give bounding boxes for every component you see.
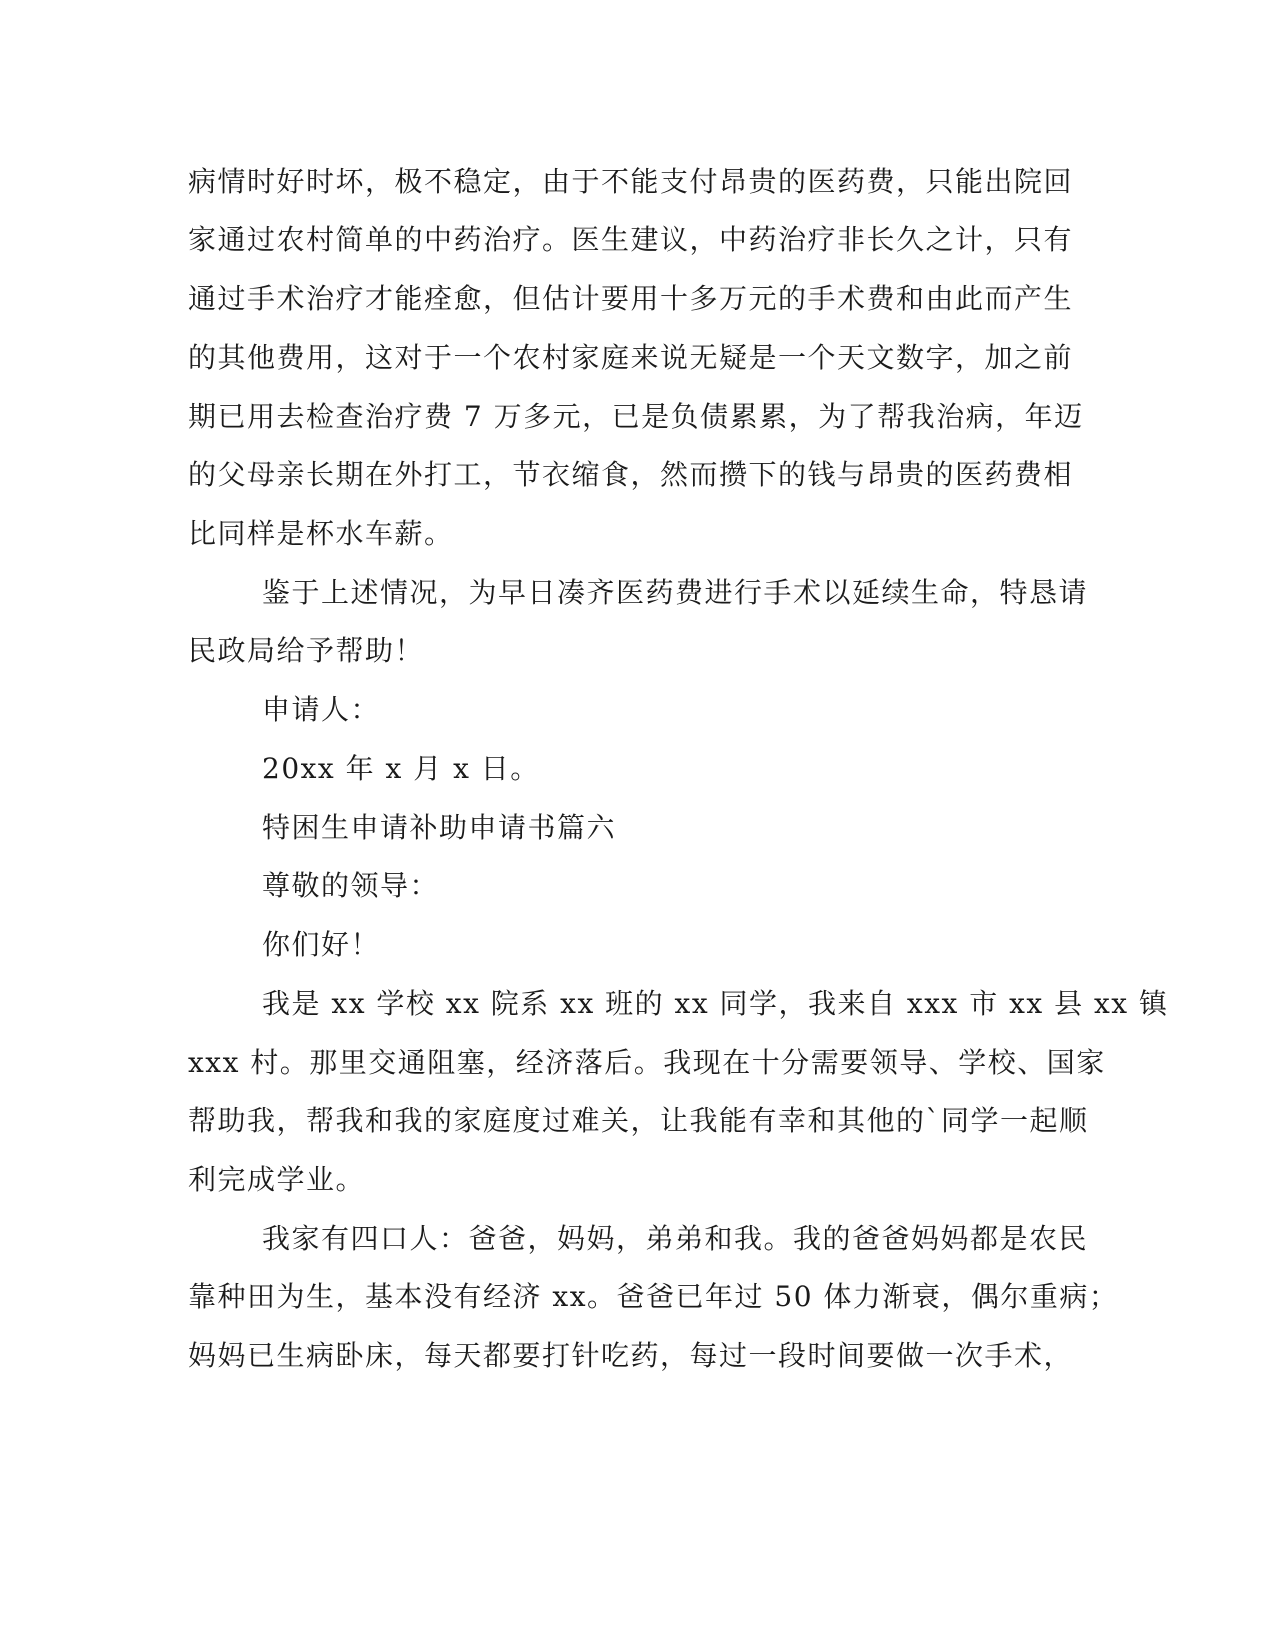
text-line-15: 我是 xx 学校 xx 院系 xx 班的 xx 同学，我来自 xxx 市 xx 县 xx 镇: [262, 987, 1169, 1020]
applicant-label: 申请人：: [262, 693, 381, 726]
text-line-4: 的其他费用，这对于一个农村家庭来说无疑是一个天文数字，加之前: [188, 341, 1074, 374]
section-title: 特困生申请补助申请书篇六: [262, 811, 617, 844]
text-line-16: xxx 村。那里交通阻塞，经济落后。我现在十分需要领导、学校、国家: [188, 1046, 1106, 1079]
text-line-3: 通过手术治疗才能痊愈，但估计要用十多万元的手术费和由此而产生: [188, 282, 1074, 315]
date-line: 20xx 年 x 月 x 日。: [262, 752, 540, 785]
text-line-21: 妈妈已生病卧床，每天都要打针吃药，每过一段时间要做一次手术，: [188, 1339, 1074, 1372]
salutation: 尊敬的领导：: [262, 869, 440, 902]
text-line-1: 病情时好时坏，极不稳定，由于不能支付昂贵的医药费，只能出院回: [188, 165, 1074, 198]
text-line-6: 的父母亲长期在外打工，节衣缩食，然而攒下的钱与昂贵的医药费相: [188, 458, 1074, 491]
text-line-2: 家通过农村简单的中药治疗。医生建议，中药治疗非长久之计，只有: [188, 223, 1074, 256]
text-line-9: 民政局给予帮助！: [188, 634, 425, 667]
greeting: 你们好！: [262, 928, 381, 961]
text-line-20: 靠种田为生，基本没有经济 xx。爸爸已年过 50 体力渐衰，偶尔重病；: [188, 1280, 1119, 1313]
text-line-17: 帮助我，帮我和我的家庭度过难关，让我能有幸和其他的`同学一起顺: [188, 1104, 1089, 1137]
text-line-18: 利完成学业。: [188, 1163, 366, 1196]
text-line-7: 比同样是杯水车薪。: [188, 517, 454, 550]
text-line-8: 鉴于上述情况，为早日凑齐医药费进行手术以延续生命，特恳请: [262, 576, 1089, 609]
text-line-5: 期已用去检查治疗费 7 万多元，已是负债累累，为了帮我治病，年迈: [188, 400, 1084, 433]
text-line-19: 我家有四口人：爸爸，妈妈，弟弟和我。我的爸爸妈妈都是农民: [262, 1222, 1089, 1255]
